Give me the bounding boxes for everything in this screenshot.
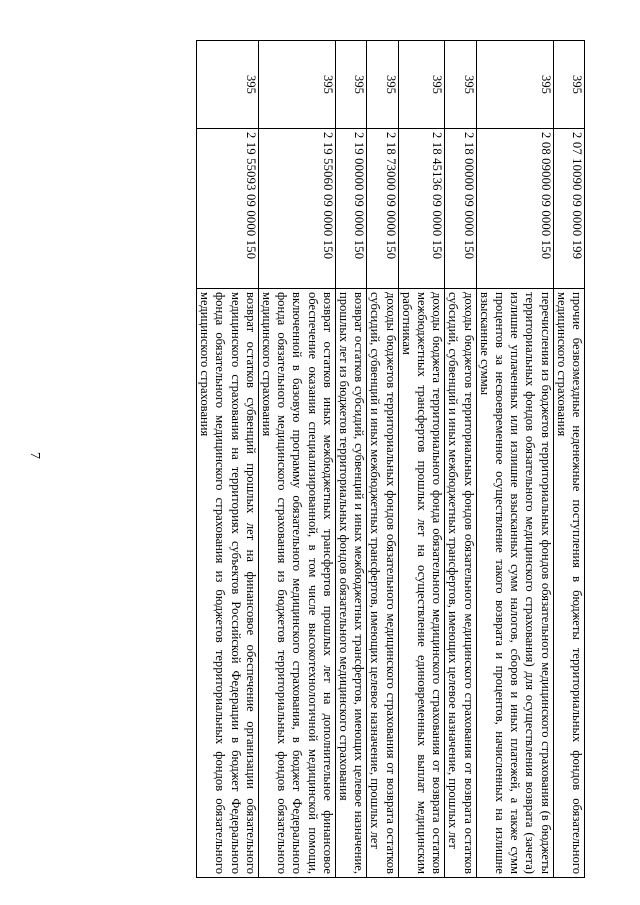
description-cell: возврат остатков субвенций прошлых лет на финансовое обеспечение организации обязательного медицинского страхования на территориях субъектов Российской Федерации в бюджет Федерального фонда обязательного медицинского страхования из бюджетов территориальных фондов обязательного медицинского страхования (196, 289, 258, 878)
table-row (335, 41, 366, 878)
admin-code-cell: 395 (367, 41, 398, 129)
budget-code-cell: 2 07 10090 09 0000 199 (553, 129, 584, 289)
description-cell: перечисления из бюджетов территориальных фондов обязательного медицинского страхования (в бюджеты территориальных фондов обязательного медицинского страхования) для осуществления возврата (зачета) излишне уплаченных или излишне взысканных сумм налогов, сборов и иных платежей, а также сумм процентов за несвоевременное осуществление такого возврата и процентов, начисленных на излишне взысканные суммы (476, 289, 553, 878)
description-cell: доходы бюджетов территориальных фондов обязательного медицинского страхования от возврата остатков субсидий, субвенций и иных межбюджетных трансфертов, имеющих целевое назначение, прошлых лет (367, 289, 398, 878)
admin-code-cell: 395 (398, 41, 445, 129)
admin-code-cell: 395 (553, 41, 584, 129)
budget-code-cell: 2 19 00000 09 0000 150 (335, 129, 366, 289)
table-row (553, 41, 584, 878)
table-row (476, 41, 553, 878)
admin-code-cell: 395 (335, 41, 366, 129)
budget-code-cell: 2 19 55060 09 0000 150 (258, 129, 335, 289)
admin-code-cell: 395 (476, 41, 553, 129)
table-row (258, 41, 335, 878)
table-row (367, 41, 398, 878)
budget-code-cell: 2 19 55093 09 0000 150 (196, 129, 258, 289)
description-cell: доходы бюджетов территориальных фондов обязательного медицинского страхования от возврата остатков субсидий, субвенций и иных межбюджетных трансфертов, имеющих целевое назначение, прошлых лет (445, 289, 476, 878)
rotated-table-container (196, 40, 585, 878)
admin-code-cell: 395 (258, 41, 335, 129)
revenue-codes-table (196, 40, 585, 878)
table-row (398, 41, 445, 878)
budget-code-cell: 2 08 09000 09 0000 150 (476, 129, 553, 289)
budget-code-cell: 2 18 73000 09 0000 150 (367, 129, 398, 289)
budget-code-cell: 2 18 45136 09 0000 150 (398, 129, 445, 289)
admin-code-cell: 395 (196, 41, 258, 129)
description-cell: прочие безвозмездные неденежные поступления в бюджеты территориальных фондов обязательного медицинского страхования (553, 289, 584, 878)
page-number: 7 (27, 452, 42, 459)
table-row (445, 41, 476, 878)
description-cell: возврат остатков иных межбюджетных трансфертов прошлых лет на дополнительное финансовое обеспечение оказания специализированной, в том числе высокотехнологичной медицинской помощи, включенной в базовую программу обязательного медицинского страхования, в бюджет Федерального фонда обязательного медицинского страхования из бюджетов территориальных фондов обязательного медицинского страхования (258, 289, 335, 878)
table-row (196, 41, 258, 878)
description-cell: доходы бюджета территориального фонда обязательного медицинского страхования от возврата остатков межбюджетных трансфертов прошлых лет на осуществление единовременных выплат медицинским работникам (398, 289, 445, 878)
description-cell: возврат остатков субсидий, субвенций и иных межбюджетных трансфертов, имеющих целевое назначение, прошлых лет из бюджетов территориальных фондов обязательного медицинского страхования (335, 289, 366, 878)
admin-code-cell: 395 (445, 41, 476, 129)
budget-code-cell: 2 18 00000 09 0000 150 (445, 129, 476, 289)
